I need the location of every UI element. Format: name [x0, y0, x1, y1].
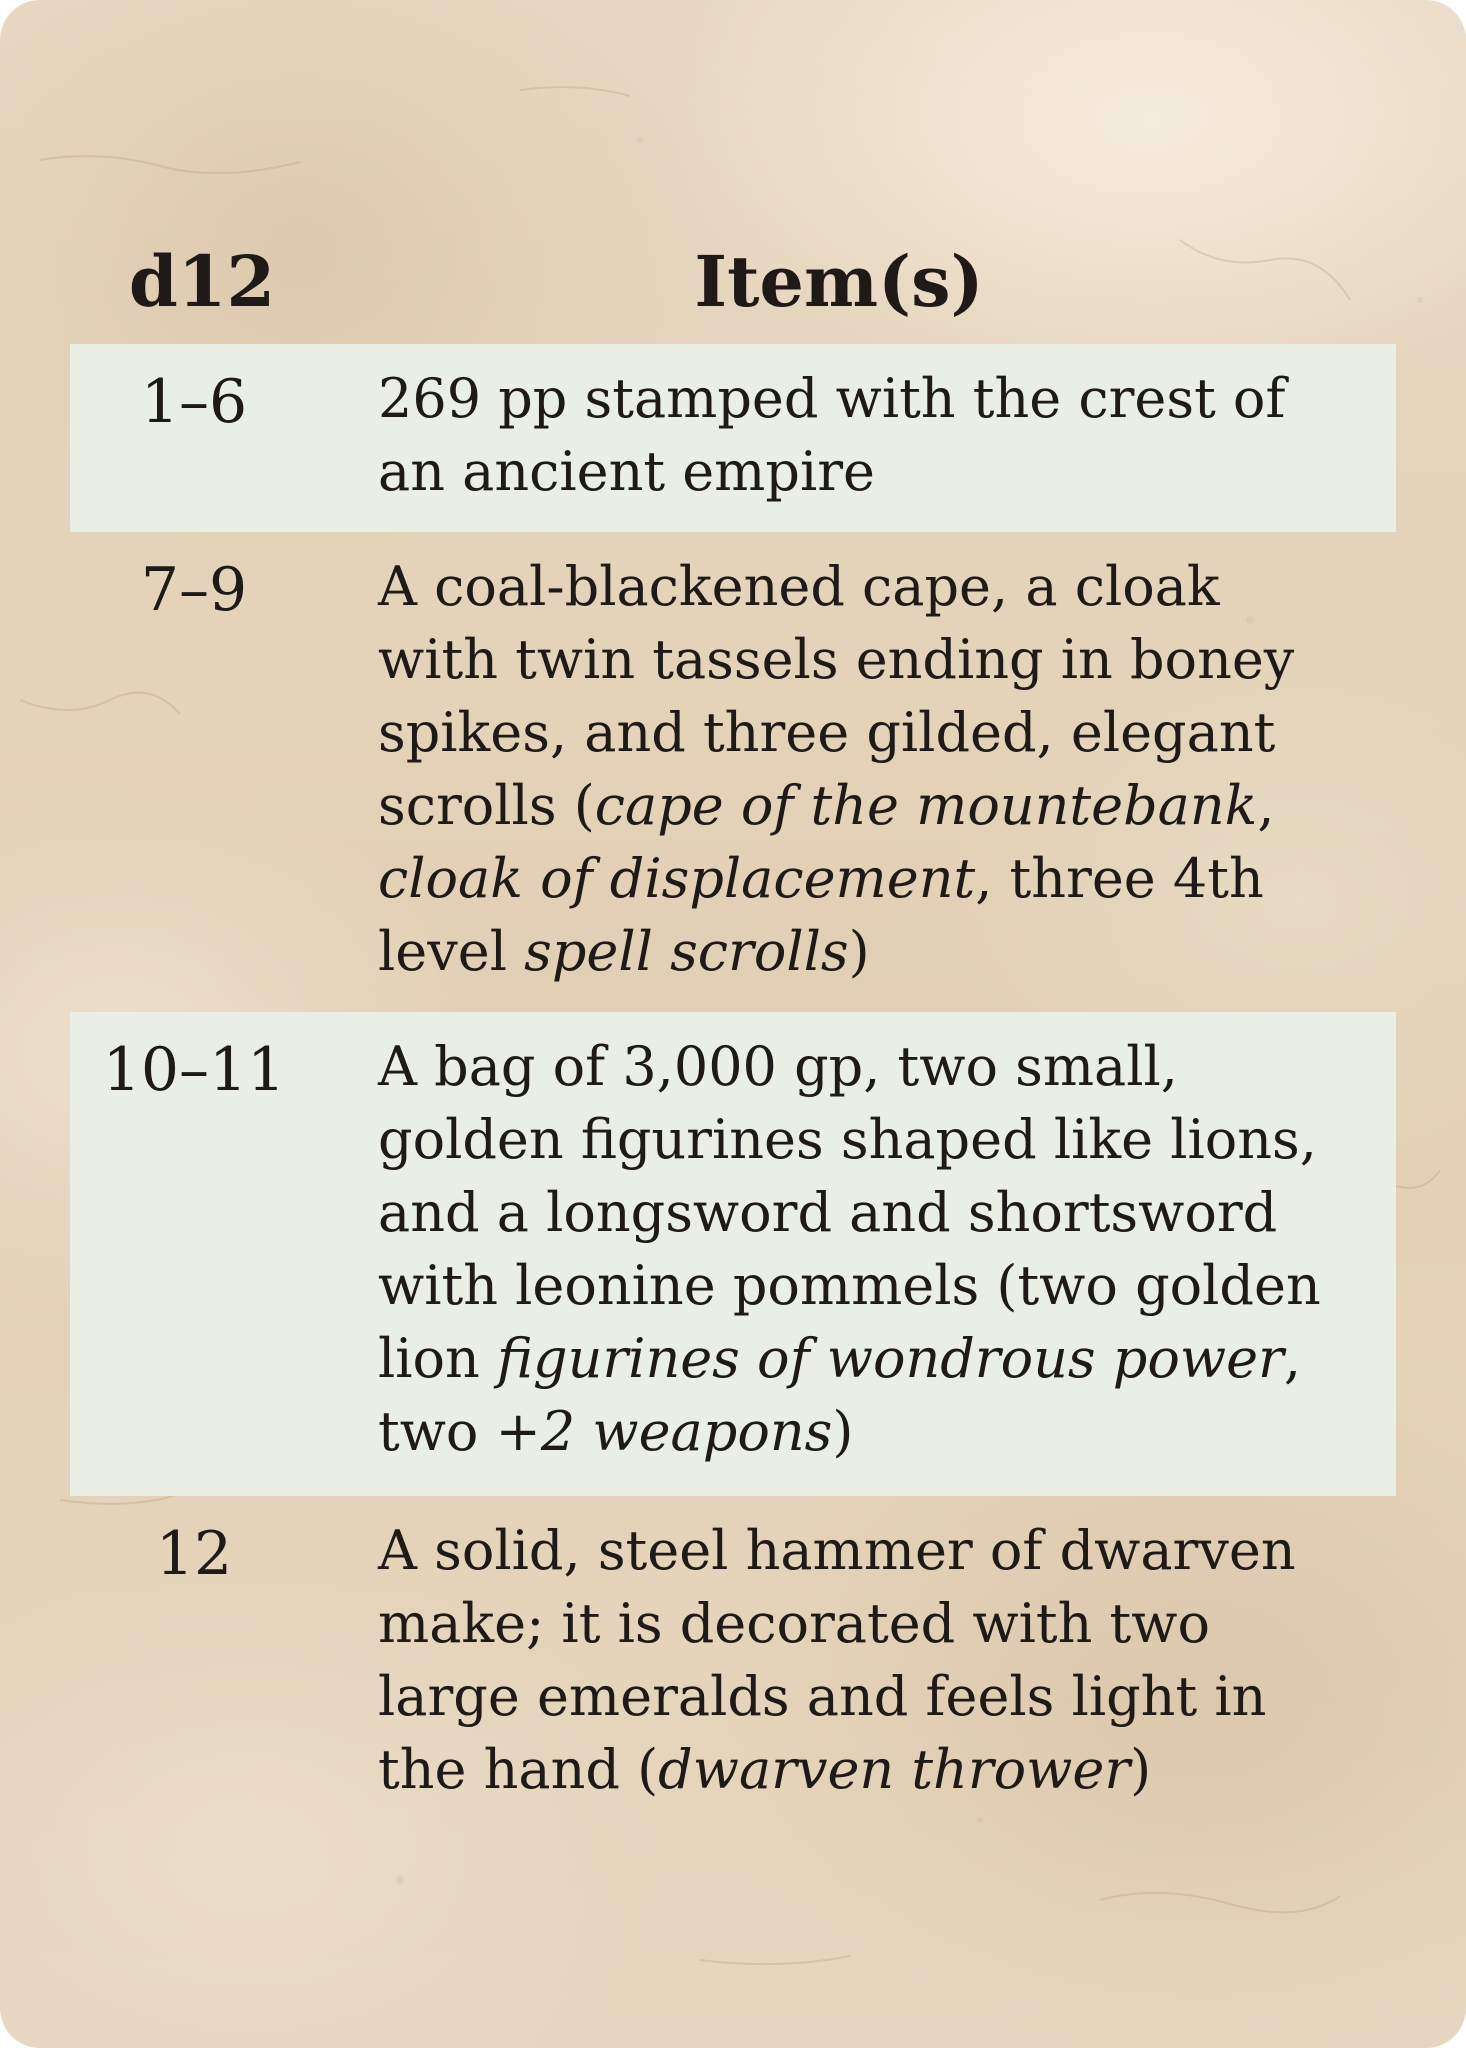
roll-column-header: d12: [128, 240, 276, 323]
roll-range: 1–6: [70, 344, 342, 532]
item-text: , three 4th level: [378, 847, 1264, 983]
item-text: ): [848, 920, 870, 983]
roll-range: 7–9: [140, 555, 248, 625]
item-description: [342, 344, 1396, 532]
item-description: [342, 532, 1396, 1012]
item-text: A solid, steel hammer of dwarven make; it is decorated with two large emeralds and feels light in the hand (: [378, 1519, 1296, 1801]
magic-item-name: cloak of displacement: [378, 847, 976, 910]
magic-item-name: figurines of wondrous power: [497, 1327, 1284, 1390]
item-text: ): [1130, 1738, 1152, 1801]
item-text: A coal-blackened cape, a cloak with twin tassels ending in boney spikes, and three gilded, elegant scrolls (: [378, 555, 1295, 837]
table-row: [70, 532, 1396, 1012]
item-description: [342, 1012, 1396, 1496]
item-text: ,: [1257, 774, 1275, 837]
table-header-row: [70, 220, 1396, 344]
item-text: A bag of 3,000 gp, two small, golden figurines shaped like lions, and a longsword and shortsword with leonine pommels (two golden lion: [378, 1035, 1321, 1390]
treasure-table: [70, 220, 1396, 1830]
table-row: [70, 344, 1396, 532]
magic-item-name: dwarven thrower: [658, 1738, 1131, 1801]
item-text: 269 pp stamped with the crest of an ancient empire: [378, 367, 1286, 503]
table-row: [70, 1012, 1396, 1496]
item-description: [342, 1496, 1396, 1830]
magic-item-name: cape of the mountebank: [594, 774, 1258, 837]
items-column-header: Item(s): [694, 240, 984, 323]
magic-item-name: +2 weapons: [495, 1400, 833, 1463]
roll-range: 12: [155, 1519, 233, 1589]
roll-range: 10–11: [70, 1012, 342, 1496]
table-row: [70, 1496, 1396, 1830]
item-text: , two: [378, 1327, 1302, 1463]
item-text: ): [832, 1400, 854, 1463]
magic-item-name: spell scrolls: [524, 920, 849, 983]
